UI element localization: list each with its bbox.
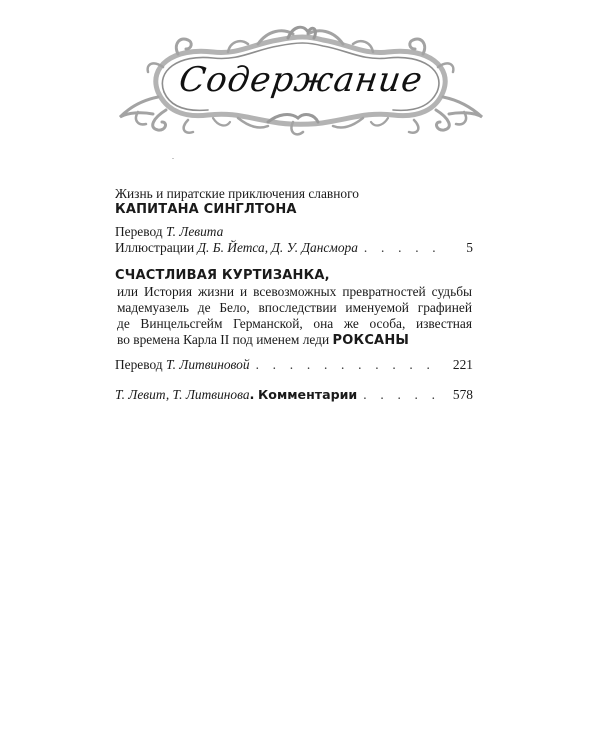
dot-leader <box>256 357 441 373</box>
toc-entry-heading <box>115 202 473 218</box>
toc-entry-intro <box>115 186 473 202</box>
subtitle-line-last <box>117 332 472 349</box>
subtitle-bold-name: РОКСАНЫ <box>332 333 410 348</box>
subtitle-line: мадемуазель де Бело, впоследствии именуемой графиней <box>117 300 472 315</box>
translator-name: Т. Левита <box>165 224 224 239</box>
translator-name: Т. Литвиновой <box>165 357 250 372</box>
dot-leader <box>363 387 441 403</box>
commentary-authors: Т. Левит, Т. Литвинова <box>115 387 250 402</box>
ornamental-cartouche <box>118 22 484 140</box>
page-number[interactable]: 578 <box>452 387 473 402</box>
page-number[interactable]: 221 <box>452 357 473 372</box>
commentary-title: Комментарии <box>258 387 358 402</box>
subtitle-line-text: во времена Карла II под именем леди <box>117 332 330 347</box>
dot-leader <box>364 240 441 256</box>
toc-translation-line[interactable] <box>115 357 473 373</box>
toc-entry-singleton <box>115 186 473 256</box>
subtitle-line: или История жизни и всевозможных превратностей судьбы <box>117 284 472 299</box>
toc-translation-line <box>115 224 473 240</box>
toc-entry-heading <box>115 268 473 284</box>
entry-subtitle <box>115 284 472 349</box>
illustrators-names: Д. Б. Йетса, Д. У. Дансмора <box>197 240 358 255</box>
page-number[interactable]: 5 <box>466 240 473 255</box>
entry-intro-text: Жизнь и пиратские приключения славного <box>115 186 359 201</box>
separator: . <box>249 388 255 403</box>
toc-commentary-line[interactable] <box>115 387 473 404</box>
translation-label: Перевод <box>115 357 163 372</box>
illustrations-label: Иллюстрации <box>115 240 195 255</box>
table-of-contents <box>115 186 473 404</box>
toc-entry-commentary <box>115 387 473 404</box>
page-title: Содержание <box>176 60 426 100</box>
print-speck <box>172 158 174 159</box>
translation-label: Перевод <box>115 224 163 239</box>
subtitle-line: де Винцельсгейм Германской, она же особа, известная <box>117 316 472 331</box>
toc-illustrations-line[interactable] <box>115 240 473 256</box>
entry-heading-text: КАПИТАНА СИНГЛТОНА <box>115 202 297 217</box>
entry-heading-text: СЧАСТЛИВАЯ КУРТИЗАНКА, <box>115 268 330 283</box>
toc-entry-roxana <box>115 268 473 373</box>
